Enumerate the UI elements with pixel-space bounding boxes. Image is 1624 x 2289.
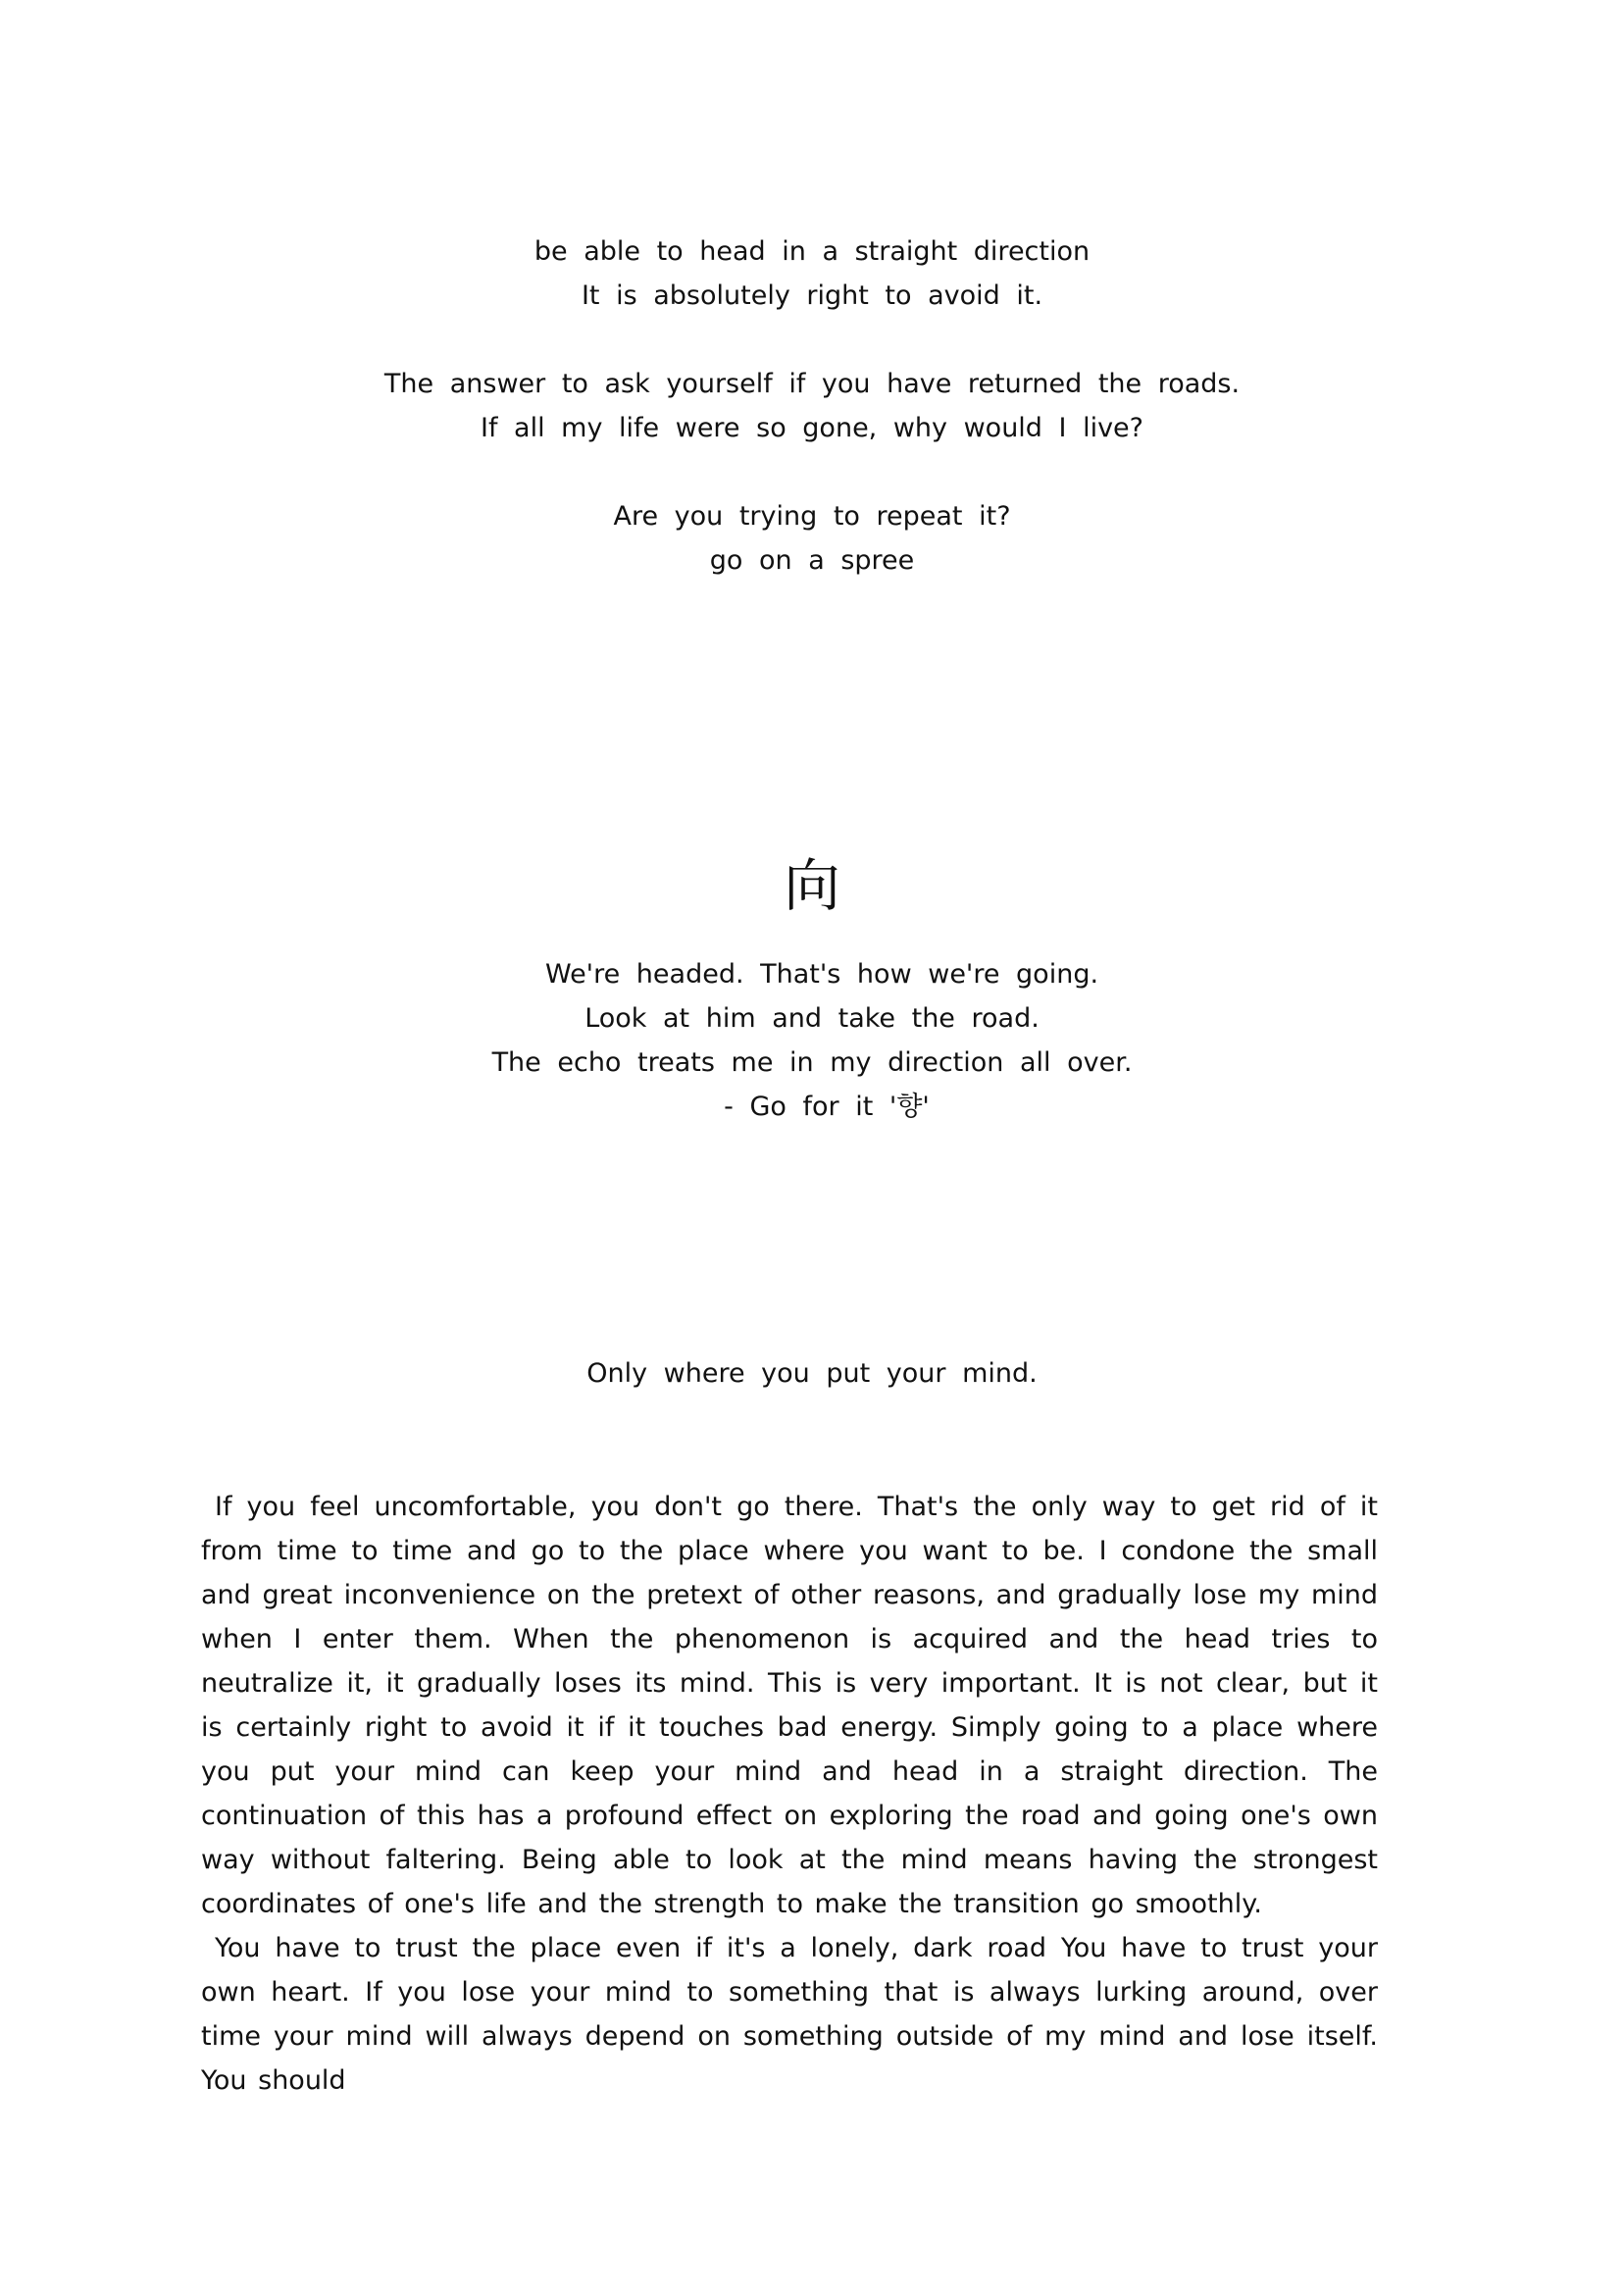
poem-line: Look at him and take the road. bbox=[584, 1003, 1040, 1034]
paragraph: If you feel uncomfortable, you don't go there. That's the only way to get rid of it from time to time and go to the place where you want to be. I condone the small and great inconvenience on the pretext of other reasons, and gradually lose my mind when I enter them. When the phenomenon is acquired and the head tries to neutralize it, it gradually loses its mind. This is very important. It is not clear, but it is certainly right to avoid it if it touches bad energy. Simply going to a place where you put your mind can keep your mind and head in a straight direction. The continuation of this has a profound effect on exploring the road and going one's own way without faltering. Being able to look at the mind means having the strongest coordinates of one's life and the strength to make the transition go smoothly. bbox=[201, 1492, 1378, 1919]
poem-line: be able to head in a straight direction bbox=[533, 236, 1091, 267]
poem-stanza-2 bbox=[0, 362, 1624, 450]
poem-stanza-3 bbox=[0, 494, 1624, 583]
section-heading: Only where you put your mind. bbox=[586, 1358, 1038, 1389]
poem-line: We're headed. That's how we're going. bbox=[544, 959, 1099, 990]
poem-stanza-1 bbox=[0, 229, 1624, 318]
poem-signature-line: - Go for it '향' bbox=[724, 1092, 930, 1122]
poem-line: The answer to ask yourself if you have returned the roads. bbox=[383, 369, 1241, 399]
poem-line: If all my life were so gone, why would I live? bbox=[480, 413, 1144, 443]
title-glyph: 向 bbox=[783, 852, 840, 919]
body-text bbox=[201, 1485, 1378, 2103]
poem-line: The echo treats me in my direction all over. bbox=[491, 1047, 1133, 1078]
poem-stanza-glyph bbox=[0, 952, 1624, 1129]
paragraph: You have to trust the place even if it's a lonely, dark road You have to trust your own heart. If you lose your mind to something that is always lurking around, over time your mind will always depend on something outside of my mind and lose itself. You should bbox=[201, 1933, 1378, 2096]
poem-line: Are you trying to repeat it? bbox=[613, 501, 1011, 532]
poem-line: go on a spree bbox=[709, 545, 915, 576]
poem-line: It is absolutely right to avoid it. bbox=[581, 280, 1043, 311]
